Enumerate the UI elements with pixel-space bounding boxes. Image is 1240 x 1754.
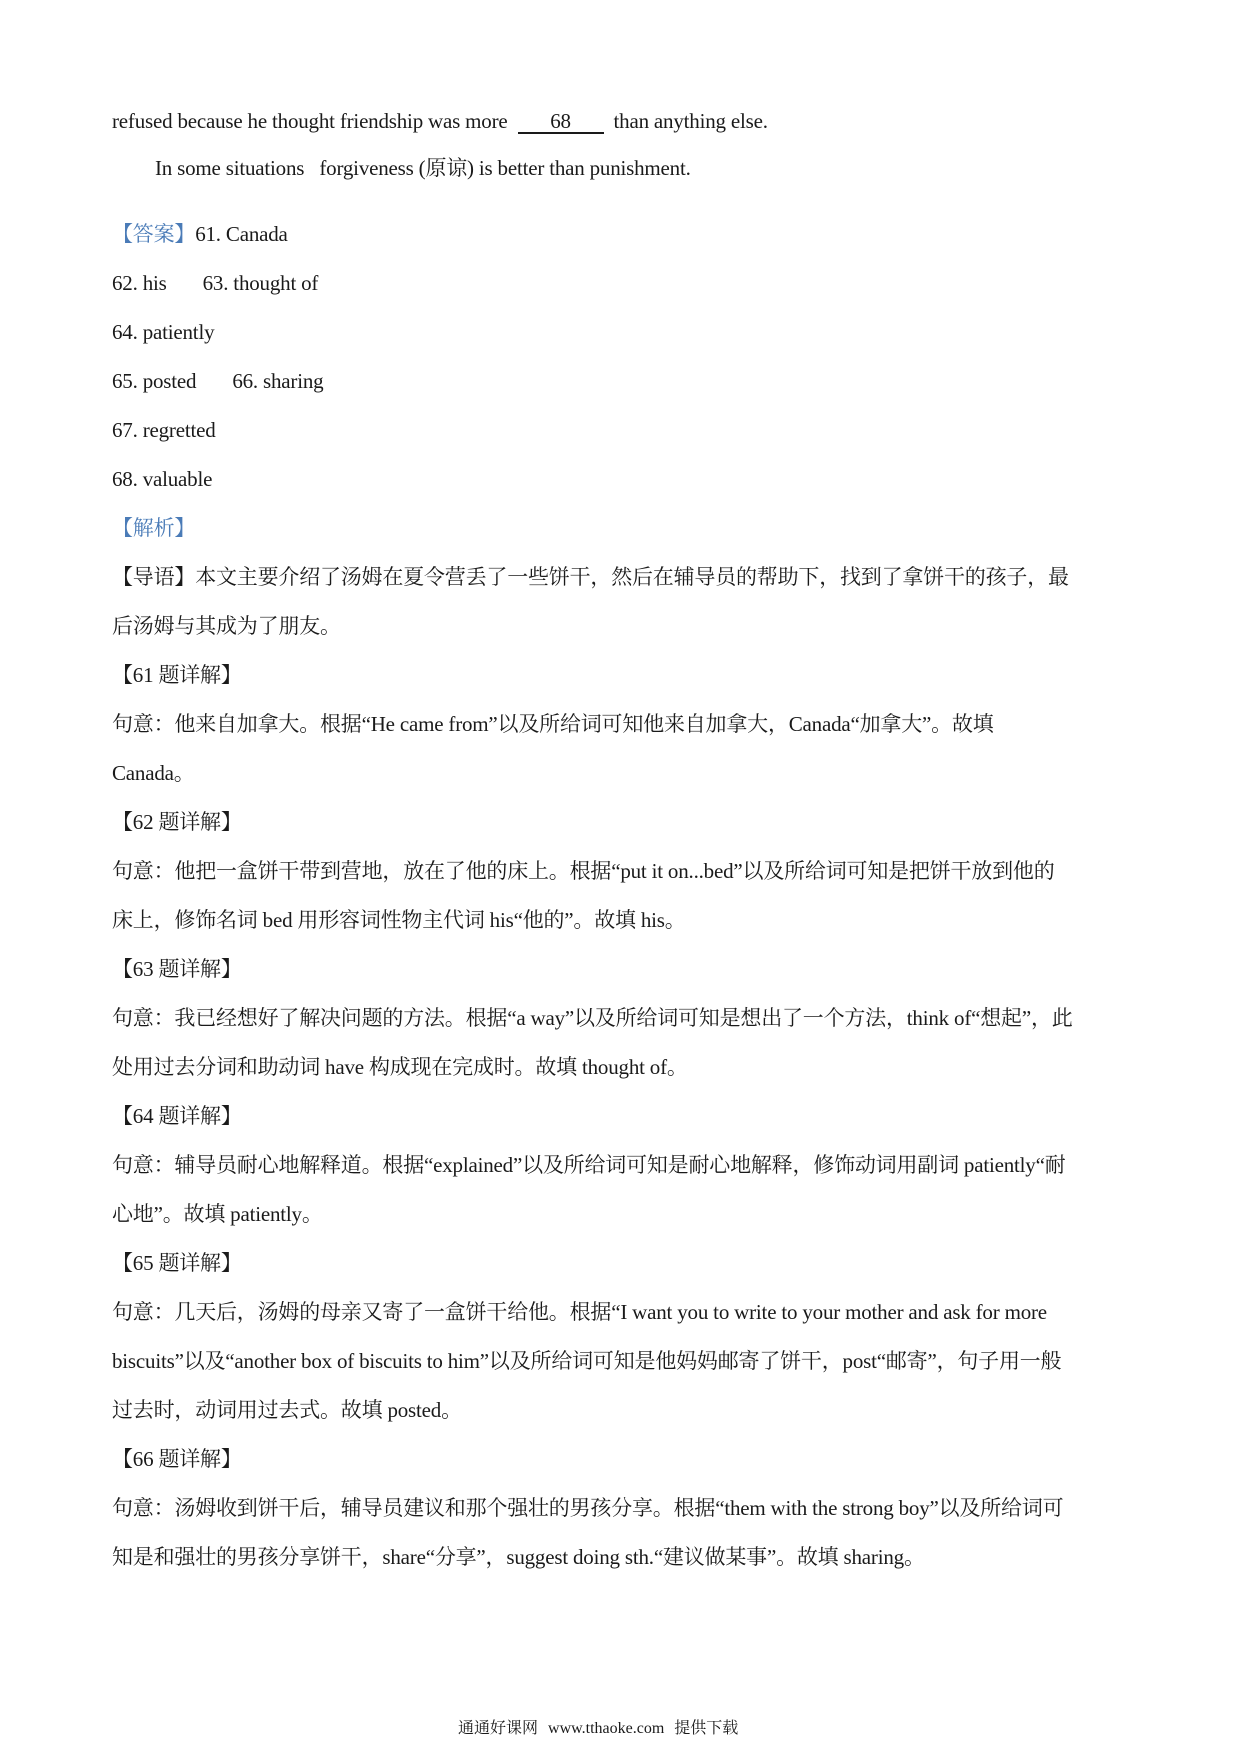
blank-68: 68 (518, 110, 604, 134)
q65-line-2: biscuits”以及“another box of biscuits to him”以及所给词可知是他妈妈邮寄了饼干，post“邮寄”，句子用一般 (112, 1349, 1062, 1373)
q64-heading: 【64 题详解】 (112, 1104, 242, 1128)
q61-heading: 【61 题详解】 (112, 663, 242, 687)
passage-text: than anything else. (613, 109, 768, 133)
q63-line-2: 处用过去分词和助动词 have 构成现在完成时。故填 thought of。 (112, 1055, 688, 1079)
answer-61: 61. Canada (195, 222, 288, 246)
passage-line-1 (112, 106, 768, 136)
q65-line-1: 句意：几天后，汤姆的母亲又寄了一盒饼干给他。根据“I want you to write to your mother and ask for more (112, 1300, 1047, 1324)
q63-heading: 【63 题详解】 (112, 957, 242, 981)
footer-provide-text: 提供下载 (674, 1720, 739, 1737)
q66-line-2: 知是和强壮的男孩分享饼干，share“分享”，suggest doing sth.“建议做某事”。故填 sharing。 (112, 1545, 925, 1569)
answer-66: 66. sharing (232, 369, 324, 393)
page-footer (458, 1718, 738, 1740)
intro-line-1: 【导语】本文主要介绍了汤姆在夏令营丢了一些饼干，然后在辅导员的帮助下，找到了拿饼干的孩子，最 (112, 565, 1069, 589)
q63-line-1: 句意：我已经想好了解决问题的方法。根据“a way”以及所给词可知是想出了一个方法，think of“想起”，此 (112, 1006, 1073, 1030)
footer-site-name: 通通好课网 (458, 1720, 539, 1737)
intro-line-2: 后汤姆与其成为了朋友。 (112, 614, 341, 638)
q64-line-1: 句意：辅导员耐心地解释道。根据“explained”以及所给词可知是耐心地解释，修饰动词用副词 patiently“耐 (112, 1153, 1066, 1177)
q64-line-2: 心地”。故填 patiently。 (112, 1202, 323, 1226)
q62-heading: 【62 题详解】 (112, 810, 242, 834)
q65-line-3: 过去时，动词用过去式。故填 posted。 (112, 1398, 462, 1422)
answer-tag: 【答案】 (112, 222, 196, 246)
q65-heading: 【65 题详解】 (112, 1251, 242, 1275)
answer-67: 67. regretted (112, 418, 216, 442)
passage-line-2: In some situations forgiveness (原谅) is better than punishment. (155, 156, 691, 180)
answer-68: 68. valuable (112, 467, 213, 491)
q62-line-1: 句意：他把一盒饼干带到营地，放在了他的床上。根据“put it on...bed”以及所给词可知是把饼干放到他的 (112, 859, 1055, 883)
answer-64: 64. patiently (112, 320, 215, 344)
q62-line-2: 床上，修饰名词 bed 用形容词性物主代词 his“他的”。故填 his。 (112, 908, 686, 932)
answer-line-4 (112, 366, 323, 396)
q66-heading: 【66 题详解】 (112, 1447, 242, 1471)
answer-62: 62. his (112, 271, 167, 295)
footer-url[interactable]: www.tthaoke.com (548, 1720, 665, 1737)
answer-line-2 (112, 268, 318, 298)
answer-65: 65. posted (112, 369, 197, 393)
q61-line-2: Canada。 (112, 761, 195, 785)
answer-63: 63. thought of (202, 271, 319, 295)
q66-line-1: 句意：汤姆收到饼干后，辅导员建议和那个强壮的男孩分享。根据“them with the strong boy”以及所给词可 (112, 1496, 1064, 1520)
passage-text: refused because he thought friendship was more (112, 109, 508, 133)
answer-line-1 (112, 219, 288, 249)
q61-line-1: 句意：他来自加拿大。根据“He came from”以及所给词可知他来自加拿大，Canada“加拿大”。故填 (112, 712, 994, 736)
analysis-tag: 【解析】 (112, 516, 196, 540)
